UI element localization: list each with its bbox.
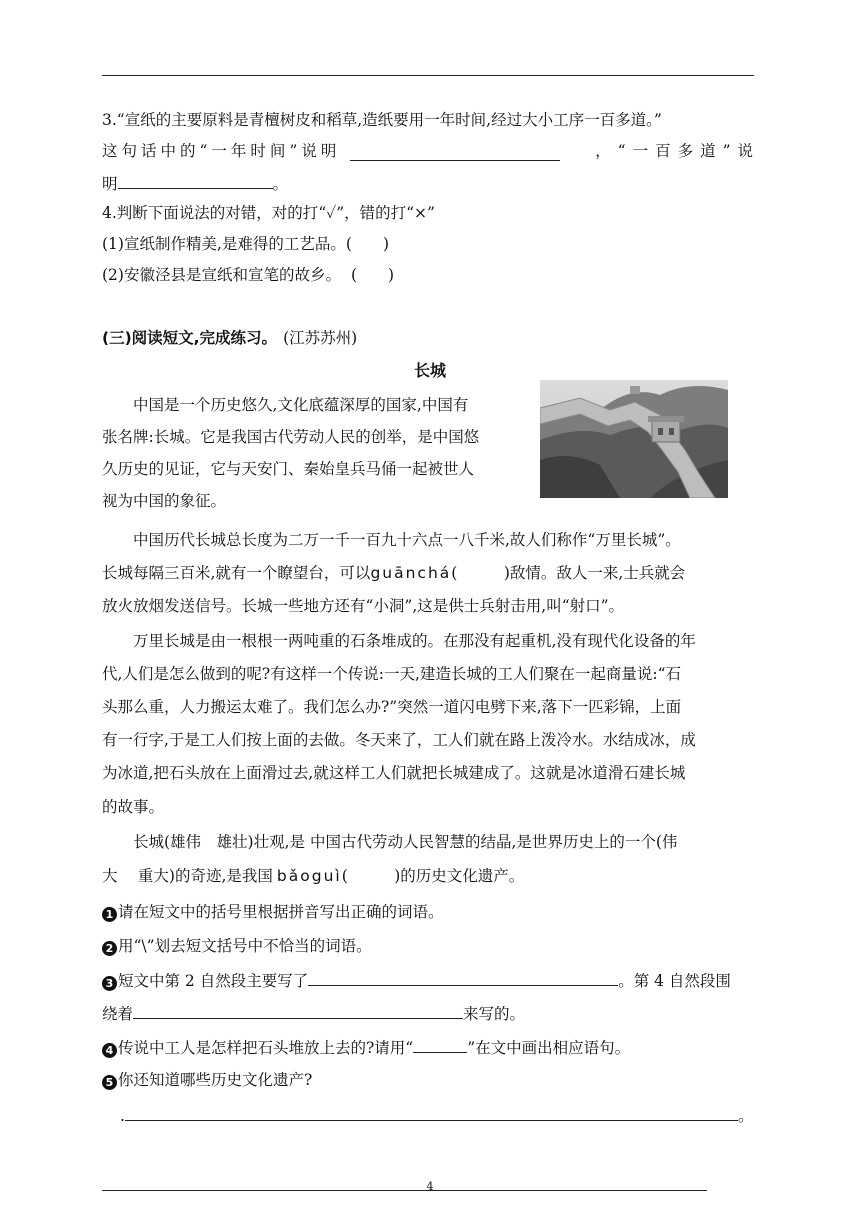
question-4-text-b: ”在文中画出相应语句。 [467, 1039, 631, 1057]
question-1 [102, 902, 444, 922]
question-3-cont [102, 1002, 525, 1024]
q4-item-2-text: (2)安徽泾县是宣纸和宣笔的故乡。 [102, 266, 341, 284]
p1-line4: 视为中国的象征。 [102, 492, 227, 510]
question-3-blank-2[interactable] [133, 1002, 463, 1019]
q4-item-1-text: (1)宣纸制作精美,是难得的工艺品。 [102, 235, 346, 253]
p2-line1: 中国历代长城总长度为二万一千一百九十六点一八千米,故人们称作“万里长城”。 [133, 531, 681, 549]
article-title: 长城 [413, 361, 446, 380]
q3-line1: 3.“宣纸的主要原料是青檀树皮和稻草,造纸要用一年时间,经过大小工序一百多道。” [102, 111, 662, 129]
p2-line2-text: 长城每隔三百米,就有一个瞭望台，可以 [102, 564, 371, 582]
q3-blank-1[interactable] [350, 144, 560, 161]
answer-lead-dot: . [120, 1107, 125, 1125]
q3-line3-text: 明 [102, 175, 118, 193]
number-2-icon: 2 [102, 941, 117, 956]
p4-answer-blank[interactable]: ( )的历史文化遗产。 [341, 867, 525, 885]
q3-blank-2[interactable] [118, 172, 273, 189]
question-5-text: 你还知道哪些历史文化遗产? [118, 1071, 313, 1089]
question-5 [102, 1070, 312, 1090]
answer-end-mark: 。 [737, 1107, 754, 1125]
section3-source: (江苏苏州) [283, 329, 358, 347]
question-4 [102, 1036, 630, 1058]
p2-line3: 放火放烟发送信号。长城一些地方还有“小洞”,这是供士兵射击用,叫“射口”。 [102, 597, 625, 615]
footer-rule [102, 1190, 707, 1191]
question-5-answer [120, 1104, 753, 1126]
question-3 [102, 969, 731, 991]
number-3-icon: 3 [102, 976, 117, 991]
header-rule [102, 75, 754, 76]
number-1-icon: 1 [102, 907, 117, 922]
q3-line2 [102, 141, 760, 161]
great-wall-image [540, 380, 728, 498]
q3-line3 [102, 172, 288, 194]
q3-line2-text: 这句话中的“一年时间”说明 [102, 142, 341, 160]
question-4-text: 传说中工人是怎样把石头堆放上去的?请用“ [118, 1039, 414, 1057]
p2-answer-blank[interactable]: ( )敌情。敌人一来,士兵就会 [451, 564, 686, 582]
question-3-text-b: 。第 4 自然段围 [618, 972, 731, 990]
q4-item-1 [102, 234, 389, 254]
number-4-icon: 4 [102, 1043, 117, 1058]
p4-line1: 长城(雄伟 雄壮)壮观,是 中国古代劳动人民智慧的结晶,是世界历史上的一个(伟 [133, 833, 678, 851]
p3-line3: 头那么重，人力搬运太难了。我们怎么办?”突然一道闪电劈下来,落下一匹彩锦，上面 [102, 698, 682, 716]
question-3-text-d: 来写的。 [463, 1005, 526, 1023]
p3-line5: 为冰道,把石头放在上面滑过去,就这样工人们就把长城建成了。这就是冰道滑石建长城 [102, 764, 686, 782]
page-number: 4 [426, 1180, 434, 1193]
question-5-blank[interactable] [125, 1104, 738, 1121]
question-3-text: 短文中第 2 自然段主要写了 [118, 972, 309, 990]
question-1-text: 请在短文中的括号里根据拼音写出正确的词语。 [118, 903, 444, 921]
q4-item-2 [102, 265, 394, 285]
question-2-text: 用“\”划去短文括号中不恰当的词语。 [118, 937, 372, 955]
p3-line6: 的故事。 [102, 798, 165, 816]
pinyin-baogui: bǎoguì [276, 867, 342, 885]
underline-sample [413, 1036, 467, 1053]
p1-line3: 久历史的见证，它与天安门、秦始皇兵马俑一起被世人 [102, 460, 475, 478]
great-wall-photo [540, 380, 728, 498]
p3-line1: 万里长城是由一根根一两吨重的石条堆成的。在那没有起重机,没有现代化设备的年 [133, 632, 696, 650]
q3-line2-text-b: ，“一百多道”说 [595, 142, 760, 160]
p4-line2-text: 大 重大)的奇迹,是我国 [102, 867, 273, 885]
question-2 [102, 936, 372, 956]
p1-line1: 中国是一个历史悠久,文化底蕴深厚的国家,中国有 [133, 396, 469, 414]
p3-line2: 代,人们是怎么做到的呢?有这样一个传说:一天,建造长城的工人们聚在一起商量说:“石 [102, 665, 682, 683]
q3-line3-end: 。 [272, 175, 289, 193]
section3-heading [102, 328, 357, 348]
question-3-text-c: 绕着 [102, 1005, 134, 1023]
q4-title: 4.判断下面说法的对错，对的打“✓”，错的打“×” [102, 204, 435, 222]
number-5-icon: 5 [102, 1075, 117, 1090]
p2-line2 [102, 563, 685, 583]
p3-line4: 有一行字,于是工人们按上面的去做。冬天来了，工人们就在路上泼冷水。水结成冰，成 [102, 731, 696, 749]
question-3-blank-1[interactable] [308, 969, 618, 986]
p4-line2 [102, 866, 524, 886]
p1-line2: 张名牌:长城。它是我国古代劳动人民的创举，是中国悠 [102, 428, 480, 446]
section3-heading-text: (三)阅读短文,完成练习。 [102, 329, 278, 347]
q4-answer-1[interactable]: ( ) [345, 235, 389, 253]
q4-answer-2[interactable]: ( ) [350, 266, 395, 284]
pinyin-guancha: guānchá [370, 564, 452, 582]
